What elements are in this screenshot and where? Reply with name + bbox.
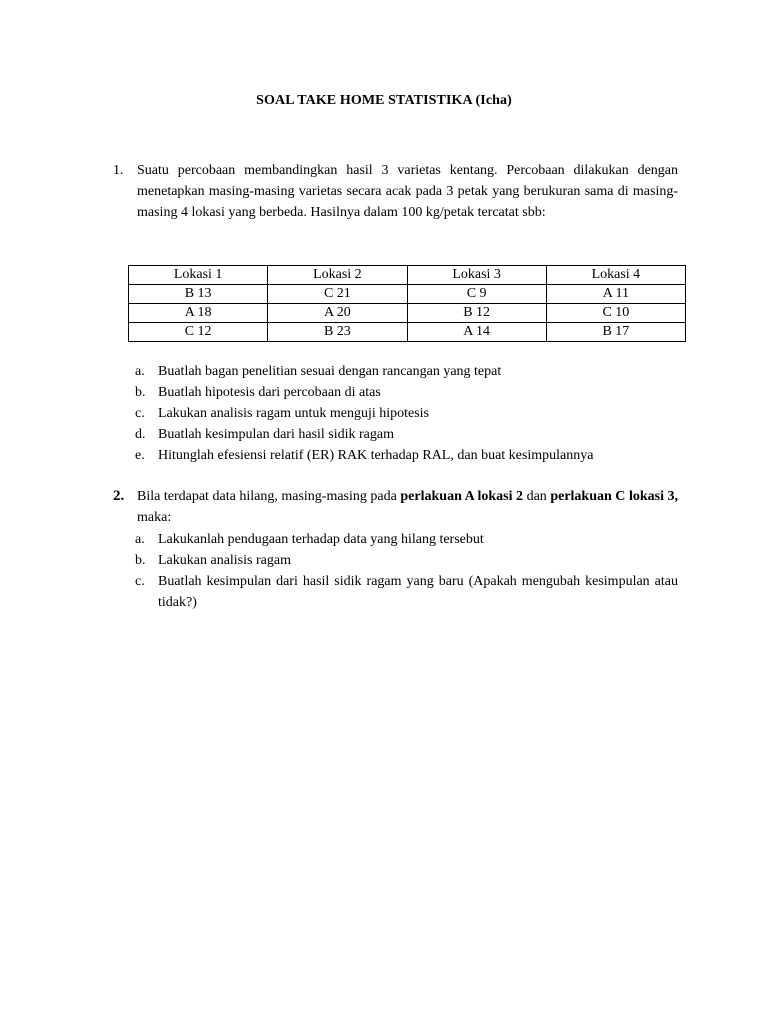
list-item-label: b.: [135, 385, 146, 400]
table-cell: B 23: [268, 323, 407, 342]
question-2-number: 2.: [113, 488, 125, 504]
list-item: [135, 382, 678, 403]
list-item-text: Hitunglah efesiensi relatif (ER) RAK terhadap RAL, dan buat kesimpulannya: [158, 448, 594, 463]
question-2-text-start: Bila terdapat data hilang, masing-masing pada: [137, 489, 401, 504]
list-item-text: Buatlah kesimpulan dari hasil sidik ragam: [158, 427, 395, 442]
list-item: [135, 361, 678, 382]
list-item-label: c.: [135, 406, 145, 421]
table-cell: A 11: [546, 285, 685, 304]
table-cell: A 20: [268, 304, 407, 323]
question-1-subitems: [135, 361, 678, 466]
table-cell: C 12: [129, 323, 268, 342]
table-cell: B 17: [546, 323, 685, 342]
question-1: [113, 160, 678, 223]
table-header-cell: Lokasi 2: [268, 266, 407, 285]
list-item-text: Buatlah kesimpulan dari hasil sidik ragam yang baru (Apakah mengubah kesimpulan atau tidak?): [158, 574, 678, 610]
table-cell: A 14: [407, 323, 546, 342]
question-2-subitems: [135, 529, 678, 613]
table-cell: C 10: [546, 304, 685, 323]
table-row: [129, 304, 686, 323]
list-item: [135, 529, 678, 550]
list-item-label: e.: [135, 448, 145, 463]
list-item-text: Lakukan analisis ragam: [158, 553, 291, 568]
table-cell: C 9: [407, 285, 546, 304]
question-2-text-end: maka:: [137, 510, 172, 525]
table-header-cell: Lokasi 4: [546, 266, 685, 285]
list-item-label: a.: [135, 532, 145, 547]
list-item-label: c.: [135, 574, 145, 589]
yield-table: [128, 265, 686, 342]
table-header-row: [129, 266, 686, 285]
list-item-text: Lakukan analisis ragam untuk menguji hipotesis: [158, 406, 430, 421]
list-item: [135, 445, 678, 466]
document-title: SOAL TAKE HOME STATISTIKA (Icha): [256, 93, 512, 108]
list-item: [135, 424, 678, 445]
list-item-text: Lakukanlah pendugaan terhadap data yang hilang tersebut: [158, 532, 484, 547]
table-header-cell: Lokasi 3: [407, 266, 546, 285]
table-header-cell: Lokasi 1: [129, 266, 268, 285]
table-cell: C 21: [268, 285, 407, 304]
list-item: [135, 403, 678, 424]
list-item-label: b.: [135, 553, 146, 568]
question-2: [113, 486, 678, 528]
list-item-label: d.: [135, 427, 146, 442]
question-1-text: Suatu percobaan membandingkan hasil 3 varietas kentang. Percobaan dilakukan dengan menetapkan masing-masing varietas secara acak pada 3 petak yang berukuran sama di masing-masing 4 lokasi yang berbeda. Hasilnya dalam 100 kg/petak tercatat sbb:: [137, 163, 678, 220]
question-2-bold-treatment-a: perlakuan A lokasi 2: [400, 489, 524, 504]
question-2-text-mid: dan: [523, 489, 551, 504]
question-2-bold-treatment-c: perlakuan C lokasi 3,: [550, 489, 678, 504]
question-1-number: 1.: [113, 163, 124, 178]
list-item: [135, 550, 678, 571]
list-item-text: Buatlah bagan penelitian sesuai dengan rancangan yang tepat: [158, 364, 502, 379]
table-cell: A 18: [129, 304, 268, 323]
table-row: [129, 323, 686, 342]
table-cell: B 12: [407, 304, 546, 323]
question-2-text: [137, 486, 678, 528]
list-item: [135, 571, 678, 613]
table-cell: B 13: [129, 285, 268, 304]
list-item-label: a.: [135, 364, 145, 379]
list-item-text: Buatlah hipotesis dari percobaan di atas: [158, 385, 381, 400]
table-row: [129, 285, 686, 304]
